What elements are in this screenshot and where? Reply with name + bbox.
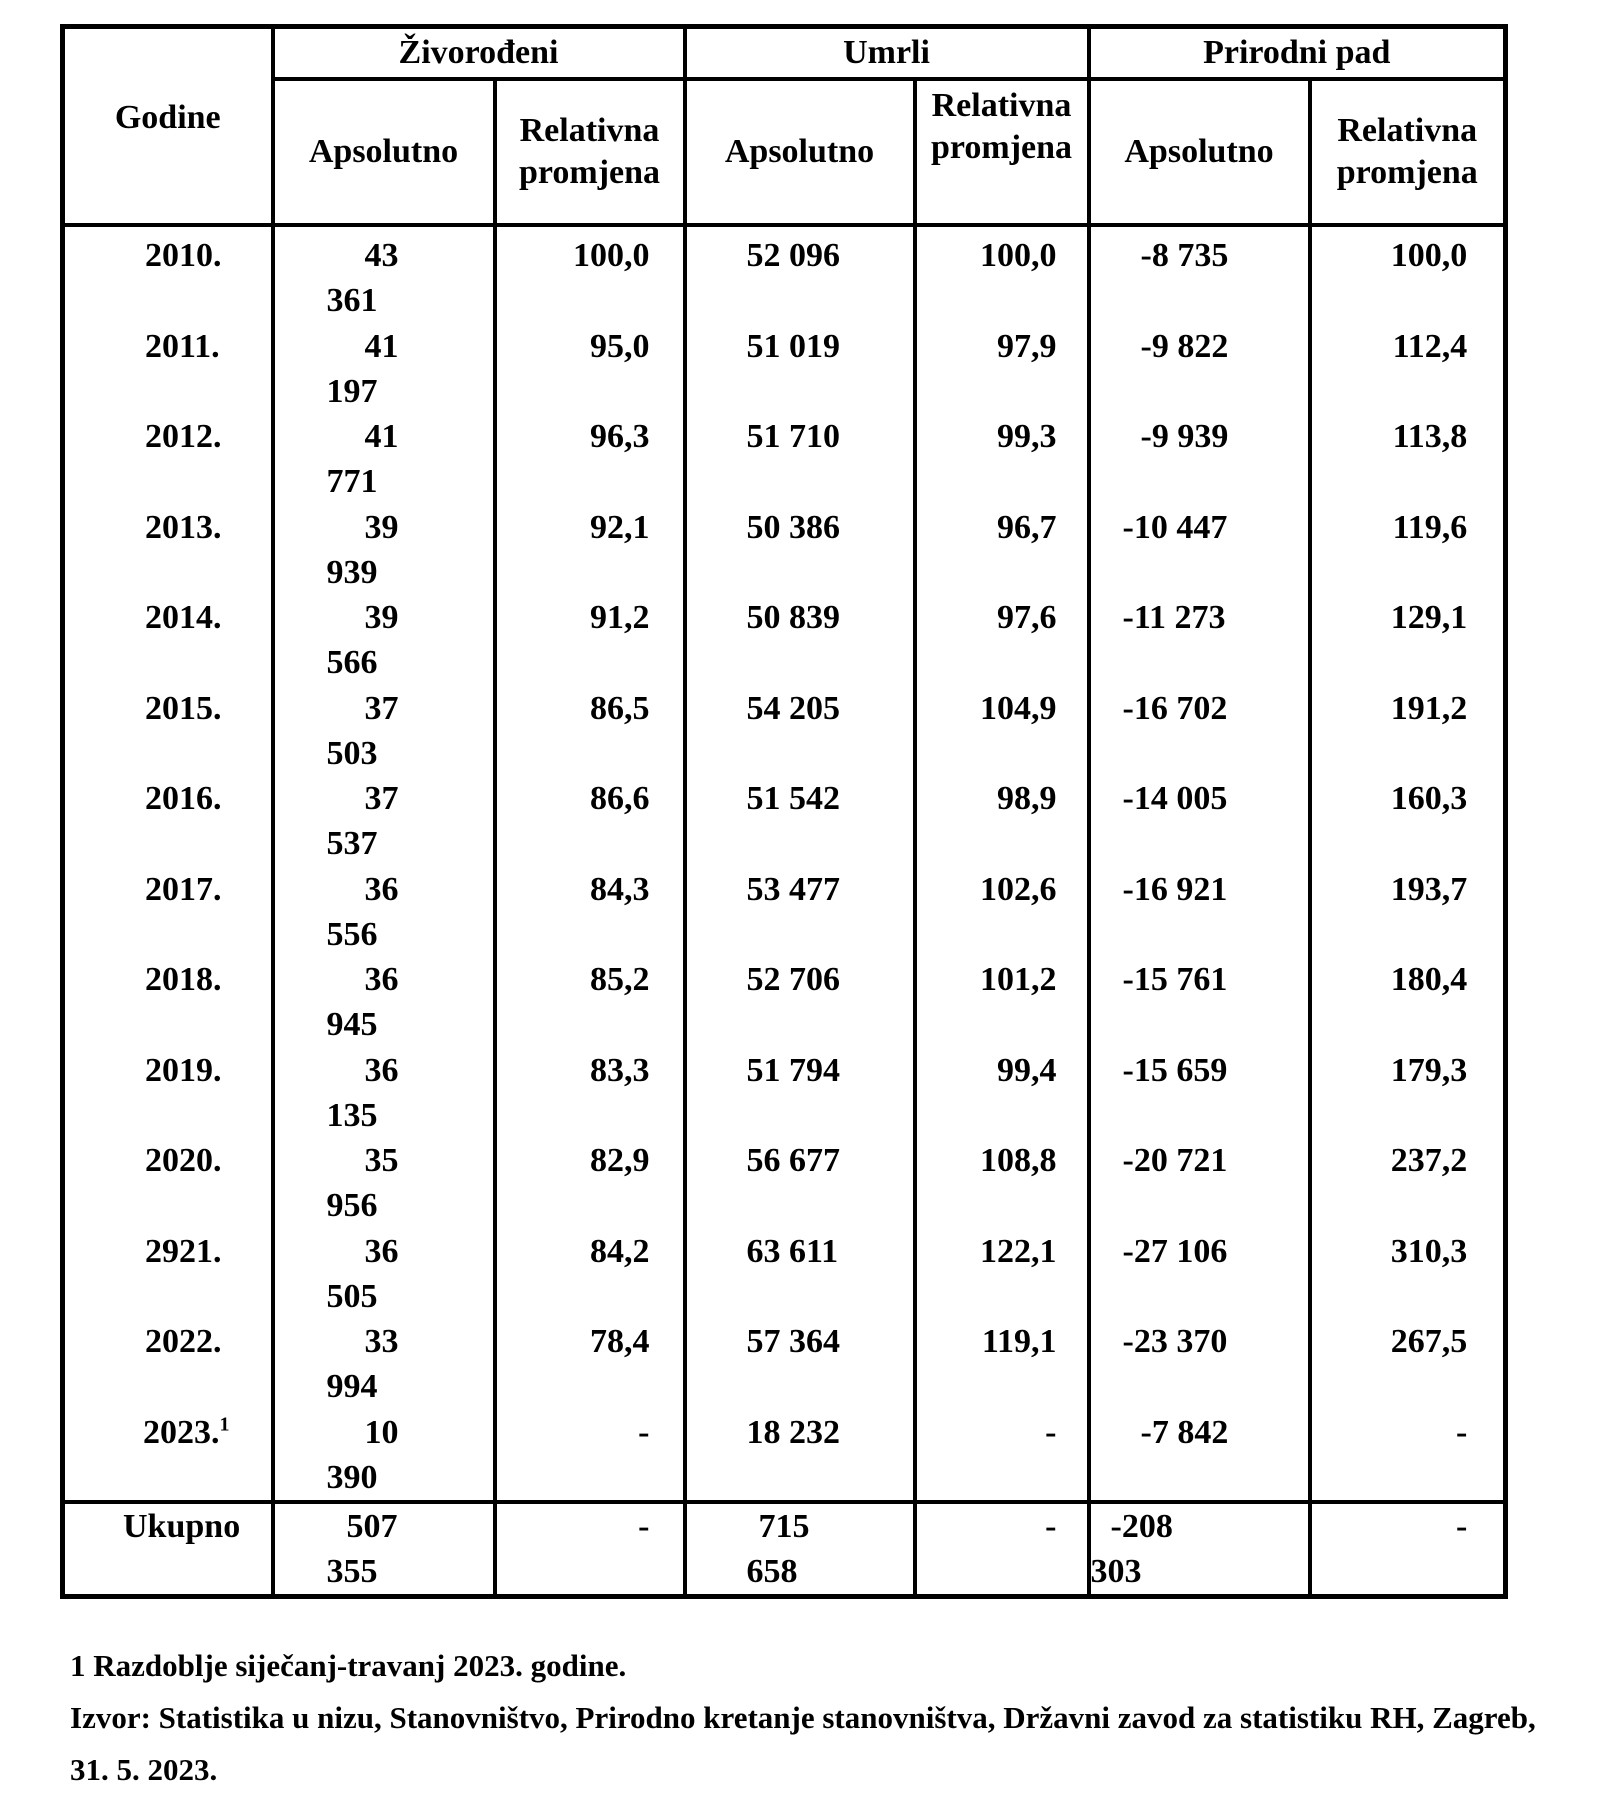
- born-rel-cell: [497, 1410, 683, 1500]
- header-deaths-relativna: Relativna promjena: [915, 79, 1089, 225]
- deaths-rel-cell: [917, 1048, 1087, 1139]
- decline-rel-cell: [1312, 595, 1504, 686]
- decline-rel-cell: [1312, 505, 1504, 596]
- decline-abs-cell: -8 735: [1140, 237, 1229, 274]
- total-row: [63, 1502, 1506, 1597]
- born-abs-cell: [275, 414, 493, 505]
- born-rel-cell: [497, 1138, 683, 1229]
- deaths-rel-value: 97,9: [997, 327, 1057, 365]
- year-text: 2020.: [145, 1142, 222, 1179]
- deaths-abs-cell: 57 364: [746, 1323, 840, 1360]
- deaths-rel-value: 104,9: [980, 689, 1057, 727]
- deaths-rel-value: 122,1: [980, 1232, 1057, 1270]
- born-abs-part: 36: [364, 1232, 399, 1270]
- total-born-abs: 507 355: [273, 1502, 495, 1597]
- born-abs-part: 41: [364, 418, 399, 455]
- born-rel-value: 86,6: [590, 780, 650, 817]
- born-abs-part: 556: [326, 915, 378, 953]
- decline-rel-value: 180,4: [1390, 961, 1468, 998]
- decline-rel-value: 129,1: [1390, 599, 1468, 636]
- year-cell: [65, 414, 271, 505]
- decline-rel-cell: [1312, 1138, 1504, 1229]
- deaths-abs-cell: 52 706: [746, 961, 840, 998]
- deaths-abs-cell: 50 386: [746, 508, 840, 546]
- deaths-abs-cell: 51 794: [746, 1051, 840, 1089]
- born-abs-cell: [275, 1319, 493, 1410]
- born-abs-cell: [275, 505, 493, 596]
- data-body: [63, 225, 1506, 1502]
- born-abs-part: 505: [326, 1277, 378, 1315]
- born-abs-cell: [275, 957, 493, 1048]
- year-cell: [65, 1410, 271, 1500]
- born-abs-cell: [275, 1138, 493, 1229]
- decline-abs-cell: -9 939: [1140, 418, 1229, 455]
- deaths-rel-value: 101,2: [980, 961, 1057, 998]
- year-text: 2013.: [145, 508, 222, 546]
- deaths-rel-cell: [917, 1319, 1087, 1410]
- born-rel-cell: [497, 505, 683, 596]
- born-abs-part: 135: [326, 1096, 378, 1134]
- decline-abs-cell: -14 005: [1122, 780, 1228, 817]
- decline-abs-cell: -20 721: [1122, 1142, 1228, 1179]
- decline-rel-value: 119,6: [1392, 508, 1468, 546]
- deaths-abs-cell: 54 205: [746, 689, 840, 727]
- born-rel-cell: [497, 1048, 683, 1139]
- born-abs-part: 771: [326, 463, 378, 500]
- born-abs-cell: [275, 867, 493, 958]
- decline-rel-value: 100,0: [1390, 237, 1468, 274]
- born-abs-cell: [275, 1410, 493, 1500]
- year-cell: [65, 957, 271, 1048]
- deaths-rel-cell: [917, 1138, 1087, 1229]
- year-text: 2019.: [145, 1051, 222, 1089]
- born-abs-cell: [275, 776, 493, 867]
- year-text: 2010.: [145, 237, 222, 274]
- decline-relative-column: [1310, 225, 1506, 1502]
- born-abs-part: 35: [364, 1142, 399, 1179]
- decline-abs-cell: -23 370: [1122, 1323, 1228, 1360]
- year-text: 2011.: [145, 327, 220, 365]
- deaths-abs-cell: 51 542: [746, 780, 840, 817]
- year-cell: [65, 1319, 271, 1410]
- deaths-rel-value: 99,3: [997, 418, 1057, 455]
- born-abs-part: 197: [326, 372, 378, 410]
- decline-abs-cell: -10 447: [1122, 508, 1228, 546]
- total-deaths-abs: 715 658: [685, 1502, 915, 1597]
- decline-abs-cell: -27 106: [1122, 1232, 1228, 1270]
- year-cell: [65, 686, 271, 777]
- year-text: 2017.: [145, 870, 222, 908]
- decline-rel-cell: [1312, 1229, 1504, 1320]
- year-cell: [65, 233, 271, 324]
- header-group-deaths: Umrli: [685, 27, 1089, 80]
- decline-rel-cell: [1312, 1048, 1504, 1139]
- decline-abs-cell: -11 273: [1122, 599, 1226, 636]
- born-abs-part: 43: [364, 237, 399, 274]
- deaths-rel-cell: [917, 1229, 1087, 1320]
- decline-rel-value: 160,3: [1390, 780, 1468, 817]
- born-rel-cell: [497, 686, 683, 777]
- deaths-rel-cell: [917, 595, 1087, 686]
- year-text: 2012.: [145, 418, 222, 455]
- deaths-rel-cell: [917, 776, 1087, 867]
- header-decline-relativna: Relativna promjena: [1310, 79, 1506, 225]
- born-rel-value: 92,1: [590, 508, 650, 546]
- decline-abs-cell: -15 761: [1122, 961, 1228, 998]
- born-abs-part: 36: [364, 1051, 399, 1089]
- year-text: 2023.: [143, 1413, 220, 1451]
- born-abs-cell: [275, 686, 493, 777]
- decline-rel-value: 113,8: [1392, 418, 1468, 455]
- born-rel-value: 84,3: [590, 870, 650, 908]
- source-note: Izvor: Statistika u nizu, Stanovništvo, Prirodno kretanje stanovništva, Državni zavod za statistiku RH, Zagreb, 31. 5. 2023.: [70, 1700, 1536, 1787]
- header-born-apsolutno: Apsolutno: [273, 79, 495, 225]
- births-deaths-table: [60, 24, 1508, 1599]
- decline-rel-value: 112,4: [1392, 327, 1468, 365]
- born-abs-part: 37: [364, 780, 399, 817]
- decline-rel-cell: [1312, 867, 1504, 958]
- decline-abs-cell: -7 842: [1140, 1413, 1229, 1451]
- born-abs-cell: [275, 1229, 493, 1320]
- year-column: [63, 225, 273, 1502]
- year-text: 2921.: [145, 1232, 222, 1270]
- deaths-abs-cell: 63 611: [746, 1232, 839, 1270]
- deaths-abs-cell: 51 019: [746, 327, 840, 365]
- decline-rel-value: 237,2: [1390, 1142, 1468, 1179]
- decline-abs-cell: -16 702: [1122, 689, 1228, 727]
- deaths-abs-cell: 56 677: [746, 1142, 840, 1179]
- deaths-relative-column: [915, 225, 1089, 1502]
- born-abs-part: 537: [326, 825, 378, 862]
- header-godine: Godine: [63, 27, 273, 226]
- table-notes: [70, 1640, 1550, 1796]
- born-abs-cell: [275, 324, 493, 415]
- decline-rel-value: -: [1455, 1413, 1468, 1451]
- born-rel-cell: [497, 1229, 683, 1320]
- born-rel-value: 85,2: [590, 961, 650, 998]
- decline-rel-cell: [1312, 1410, 1504, 1500]
- decline-rel-cell: [1312, 776, 1504, 867]
- born-abs-part: 945: [326, 1006, 378, 1043]
- deaths-rel-value: 108,8: [980, 1142, 1057, 1179]
- born-abs-part: 939: [326, 553, 378, 591]
- born-rel-value: 82,9: [590, 1142, 650, 1179]
- born-rel-cell: [497, 595, 683, 686]
- deaths-rel-value: 96,7: [997, 508, 1057, 546]
- born-abs-part: 10: [364, 1413, 399, 1451]
- total-label: Ukupno: [63, 1502, 273, 1597]
- deaths-abs-cell: 52 096: [746, 237, 840, 274]
- deaths-rel-value: 97,6: [997, 599, 1057, 636]
- year-cell: [65, 505, 271, 596]
- deaths-abs-cell: 50 839: [746, 599, 840, 636]
- decline-rel-cell: [1312, 233, 1504, 324]
- born-abs-part: 390: [326, 1458, 378, 1496]
- decline-rel-cell: [1312, 686, 1504, 777]
- footnote: 1 Razdoblje siječanj-travanj 2023. godine.: [70, 1648, 627, 1683]
- born-abs-part: 37: [364, 689, 399, 727]
- decline-rel-value: 310,3: [1390, 1232, 1468, 1270]
- deaths-rel-value: 100,0: [980, 237, 1057, 274]
- deaths-abs-cell: 51 710: [746, 418, 840, 455]
- born-rel-value: 78,4: [590, 1323, 650, 1360]
- born-rel-value: 91,2: [590, 599, 650, 636]
- footnote-marker: 1: [219, 1413, 230, 1436]
- born-abs-part: 36: [364, 961, 399, 998]
- year-text: 2016.: [145, 780, 222, 817]
- deaths-rel-value: -: [1045, 1413, 1057, 1451]
- header-group-born: Živorođeni: [273, 27, 685, 80]
- born-abs-part: 566: [326, 644, 378, 681]
- born-abs-part: 994: [326, 1368, 378, 1405]
- deaths-rel-cell: [917, 957, 1087, 1048]
- deaths-abs-cell: 18 232: [746, 1413, 840, 1451]
- born-abs-cell: [275, 1048, 493, 1139]
- decline-abs-cell: -9 822: [1140, 327, 1229, 365]
- born-rel-value: 96,3: [590, 418, 650, 455]
- decline-rel-cell: [1312, 957, 1504, 1048]
- deaths-rel-value: 102,6: [980, 870, 1057, 908]
- decline-absolute-column: [1089, 225, 1310, 1502]
- total-born-rel: -: [495, 1502, 685, 1597]
- decline-rel-value: 179,3: [1390, 1051, 1468, 1089]
- decline-rel-cell: [1312, 324, 1504, 415]
- year-cell: [65, 1229, 271, 1320]
- deaths-rel-cell: [917, 1410, 1087, 1500]
- deaths-abs-cell: 53 477: [746, 870, 840, 908]
- total-deaths-rel: -: [915, 1502, 1089, 1597]
- total-dec-rel: -: [1310, 1502, 1506, 1597]
- decline-rel-value: 193,7: [1390, 870, 1468, 908]
- year-text: 2018.: [145, 961, 222, 998]
- born-rel-value: 86,5: [590, 689, 650, 727]
- deaths-rel-cell: [917, 324, 1087, 415]
- born-rel-cell: [497, 324, 683, 415]
- born-abs-part: 41: [364, 327, 399, 365]
- header-deaths-apsolutno: Apsolutno: [685, 79, 915, 225]
- year-cell: [65, 595, 271, 686]
- decline-abs-cell: -16 921: [1122, 870, 1228, 908]
- total-dec-abs: -208 303: [1089, 1502, 1310, 1597]
- born-rel-value: 83,3: [590, 1051, 650, 1089]
- born-abs-part: 956: [326, 1187, 378, 1224]
- decline-rel-value: 191,2: [1390, 689, 1468, 727]
- born-abs-part: 39: [364, 599, 399, 636]
- born-rel-cell: [497, 776, 683, 867]
- born-rel-cell: [497, 957, 683, 1048]
- year-cell: [65, 1138, 271, 1229]
- born-rel-value: 84,2: [590, 1232, 650, 1270]
- deaths-rel-value: 119,1: [981, 1323, 1057, 1360]
- year-text: 2022.: [145, 1323, 222, 1360]
- decline-rel-cell: [1312, 414, 1504, 505]
- born-rel-value: 95,0: [590, 327, 650, 365]
- born-rel-cell: [497, 1319, 683, 1410]
- deaths-rel-value: 98,9: [997, 780, 1057, 817]
- deaths-rel-cell: [917, 414, 1087, 505]
- header-group-decline: Prirodni pad: [1089, 27, 1506, 80]
- year-cell: [65, 867, 271, 958]
- born-rel-cell: [497, 233, 683, 324]
- born-abs-part: 39: [364, 508, 399, 546]
- deaths-rel-cell: [917, 867, 1087, 958]
- deaths-absolute-column: [685, 225, 915, 1502]
- born-abs-cell: [275, 595, 493, 686]
- decline-abs-cell: -15 659: [1122, 1051, 1228, 1089]
- born-rel-cell: [497, 414, 683, 505]
- deaths-rel-value: 99,4: [997, 1051, 1057, 1089]
- deaths-rel-cell: [917, 686, 1087, 777]
- deaths-rel-cell: [917, 233, 1087, 324]
- born-rel-value: 100,0: [573, 237, 650, 274]
- decline-rel-value: 267,5: [1390, 1323, 1468, 1360]
- year-cell: [65, 776, 271, 867]
- born-abs-part: 503: [326, 734, 378, 772]
- decline-rel-cell: [1312, 1319, 1504, 1410]
- born-relative-column: [495, 225, 685, 1502]
- born-absolute-column: [273, 225, 495, 1502]
- born-rel-cell: [497, 867, 683, 958]
- year-text: 2014.: [145, 599, 222, 636]
- born-abs-part: 36: [364, 870, 399, 908]
- born-abs-part: 361: [326, 282, 378, 319]
- header-born-relativna: Relativna promjena: [495, 79, 685, 225]
- deaths-rel-cell: [917, 505, 1087, 596]
- born-abs-part: 33: [364, 1323, 399, 1360]
- year-cell: [65, 324, 271, 415]
- year-cell: [65, 1048, 271, 1139]
- born-rel-value: -: [638, 1413, 650, 1451]
- born-abs-cell: [275, 233, 493, 324]
- year-text: 2015.: [145, 689, 222, 727]
- header-decline-apsolutno: Apsolutno: [1089, 79, 1310, 225]
